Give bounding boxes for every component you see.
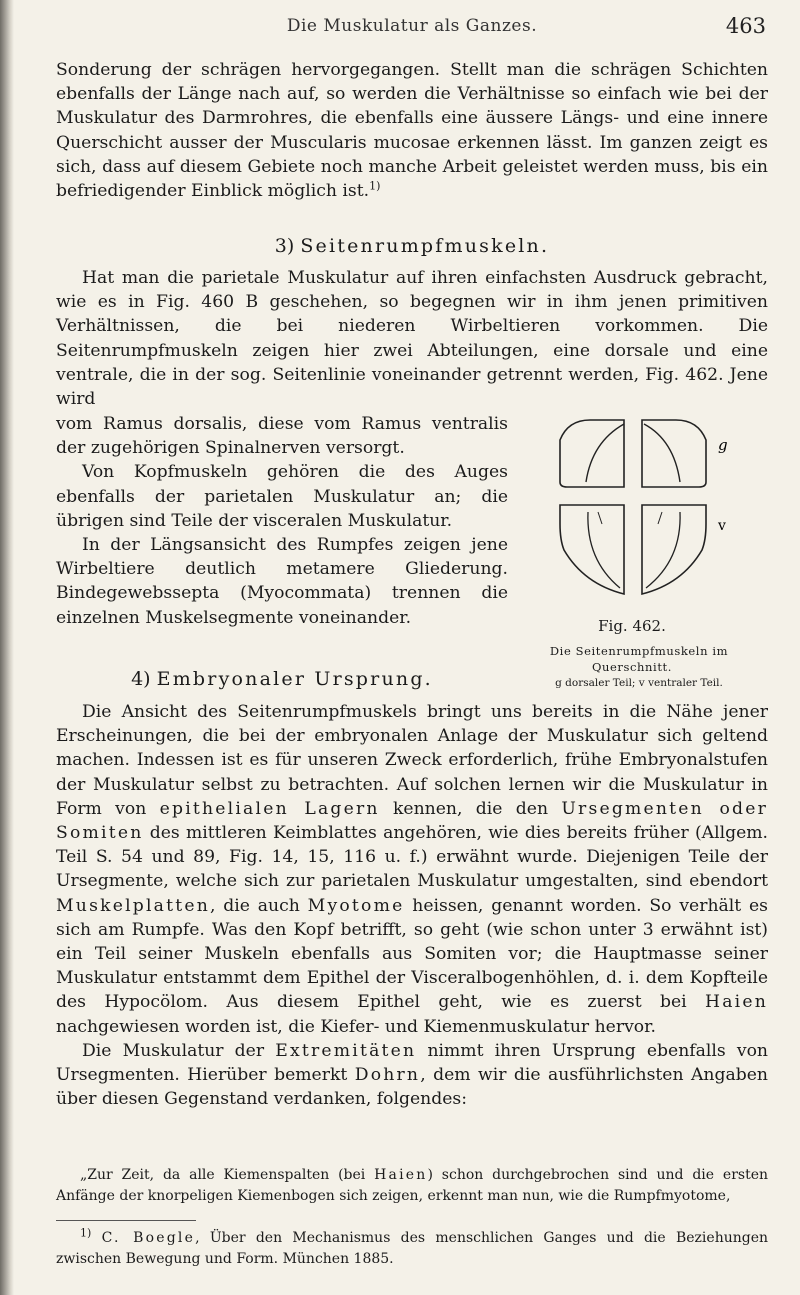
text-run: des mittleren Keimblattes angehören, wie dies bereits früher (Allgem. Teil S. 54 und 89, Fig. 14, 15, 116 u. f.) erwähnt wurde. Diejenigen Teile der Ursegmente, welche sich zur parietalen Muskulatur umgestalten, sind ebendort	[56, 823, 769, 892]
running-head-title: Die Muskulatur als Ganzes.	[286, 16, 538, 36]
paragraph-6	[56, 1039, 768, 1112]
quotation	[56, 1165, 768, 1207]
page-number: 463	[725, 14, 766, 38]
cross-section-diagram	[512, 412, 752, 612]
text-run: „Zur Zeit, da alle Kiemenspalten (bei	[80, 1167, 366, 1183]
running-head	[56, 16, 768, 42]
text-run: , die auch	[209, 895, 300, 916]
footnote-author: C. Boegle	[101, 1230, 196, 1246]
section-heading-3	[56, 232, 768, 260]
footnote-text: , Über den Mechanismus des menschlichen Ganges und die Beziehungen zwischen Bewegung und Form. München 1885.	[56, 1230, 769, 1267]
text-run: ) schon durchgebrochen sind und die ersten Anfänge der knorpeligen Kiemenbogen sich zeigen, erkennt man nun, wie die Rumpfmyotome,	[56, 1167, 768, 1204]
spaced-term: epithelialen Lagern	[159, 798, 380, 819]
section-number: 4)	[131, 668, 151, 690]
text-run: , dem wir die ausführlichsten Angaben über diesen Gegenstand verdanken, folgendes:	[56, 1065, 768, 1110]
figure-caption-line-3: g dorsaler Teil; v ventraler Teil.	[555, 677, 723, 689]
text-run: Die Muskulatur der	[82, 1040, 265, 1061]
paragraph-1-text: Sonderung der schrägen hervorgegangen. Stellt man die schrägen Schichten ebenfalls der Länge nach auf, so werden die Verhältnisse so einfach wie bei der Muskulatur des Darmrohres, die ebenfalls eine äussere Längs- und eine innere Querschicht ausser der Muscularis mucosae erkennen lässt. Im ganzen zeigt es sich, dass auf diesem Gebiete noch manche Arbeit geleistet werden muss, bis ein befriedigender Einblick möglich ist.	[56, 60, 768, 202]
main-text	[56, 700, 768, 1111]
spaced-term: Haien	[374, 1167, 428, 1183]
spaced-term: Extremitäten	[275, 1040, 417, 1061]
footnote-ref: 1)	[369, 179, 381, 193]
section-title: Seitenrumpfmuskeln.	[300, 235, 550, 257]
text-run: nachgewiesen worden ist, die Kiefer- und Kiemenmuskulatur hervor.	[56, 1016, 656, 1037]
paragraph-1	[56, 58, 768, 203]
footnote	[56, 1228, 768, 1270]
section-number: 3)	[274, 235, 295, 257]
figure-caption-line-1: Die Seitenrumpfmuskeln im	[549, 644, 729, 658]
spaced-term: Haien	[705, 992, 768, 1013]
text-run: Die Ansicht des Seitenrumpfmuskels bringt uns bereits in die Nähe jener Erscheinungen, die bei der embryonalen Anlage der Muskulatur sich geltend machen. Indessen ist es für unseren Zweck erforderlich, frühe Embryonalstufen der Muskulatur selbst zu betrachten. Auf solchen lernen wir die Muskulatur in Form von	[56, 702, 768, 819]
paragraph-3: Von Kopfmuskeln gehören die des Auges ebenfalls der parietalen Muskulatur an; die übrigen sind Teile der visceralen Muskulatur.	[56, 462, 508, 531]
figure-title: Fig. 462.	[598, 617, 666, 635]
footnote-rule	[56, 1220, 196, 1221]
spaced-term: Muskelplatten	[56, 895, 210, 916]
paragraph-4: In der Längsansicht des Rumpfes zeigen jene Wirbeltiere deutlich metamere Gliederung. Bindegewebssepta (Myocommata) trennen die einzelnen Muskelsegmente voneinander.	[56, 535, 508, 628]
spaced-term: Ursegmenten oder Somiten	[56, 798, 768, 844]
paragraph-5	[56, 700, 768, 1039]
spaced-term: Myotome	[307, 895, 405, 916]
text-run: kennen, die den	[393, 798, 549, 819]
section-heading-4	[56, 665, 508, 693]
book-spine-shadow	[0, 0, 14, 1295]
text-run: nimmt ihren Ursprung ebenfalls von Ursegmenten. Hierüber bemerkt	[56, 1040, 769, 1086]
text-run: heissen, genannt worden. So verhält es sich am Rumpfe. Was den Kopf betrifft, so geht (wie schon unter 3 erwähnt ist) ein Teil seiner Muskeln ebenfalls aus Somiten vor; die Hauptmasse seiner Muskulatur entstammt dem Epithel der Visceralbogenhöhlen, d. i. dem Kopfteile des Hypocölom. Aus diesem Epithel geht, wie es zuerst bei	[56, 895, 768, 1013]
figure-caption-line-2: Querschnitt.	[591, 660, 673, 674]
spaced-term: Dohrn	[354, 1065, 421, 1086]
paragraph-2-text: Hat man die parietale Muskulatur auf ihren einfachsten Ausdruck gebracht, wie es in Fig. 460 B geschehen, so begegnen wir in ihm jenen primitiven Verhältnissen, die bei niederen Wirbeltieren vorkommen. Die Seitenrumpfmuskeln zeigen hier zwei Abteilungen, eine dorsale und eine ventrale, die in der sog. Seitenlinie voneinander getrennt werden, Fig. 462. Jene wird	[56, 268, 768, 410]
paragraph-2	[56, 266, 768, 411]
figure-462	[512, 412, 772, 689]
label-g: g	[718, 436, 728, 454]
paragraph-2-continued: vom Ramus dorsalis, diese vom Ramus ventralis der zugehörigen Spinalnerven versorgt.	[56, 414, 508, 459]
section-title: Embryonaler Ursprung.	[156, 668, 433, 690]
footnote-mark: 1)	[80, 1226, 92, 1240]
text-beside-figure	[56, 412, 508, 630]
label-v: v	[718, 518, 726, 534]
